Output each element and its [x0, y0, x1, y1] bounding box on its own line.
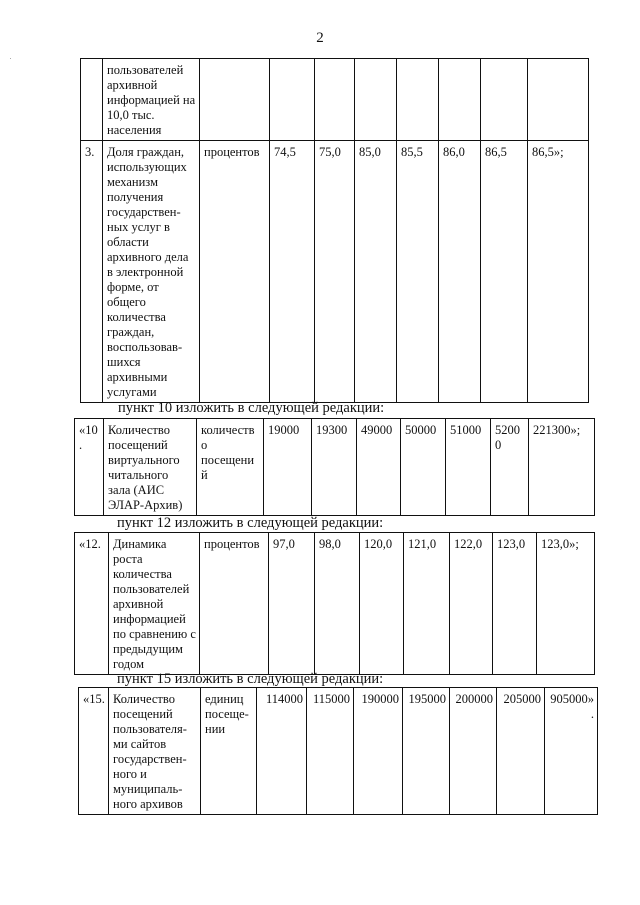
value-cell: 905000». [545, 688, 598, 815]
unit-cell [200, 59, 270, 141]
indicator-table-12 [74, 532, 595, 675]
value-cell: 51000 [446, 419, 491, 516]
indicators-table-continued [80, 58, 589, 403]
value-cell [528, 59, 589, 141]
indicator-table-10 [74, 418, 595, 516]
value-cell: 19300 [312, 419, 357, 516]
value-cell: 200000 [450, 688, 497, 815]
value-cell [397, 59, 439, 141]
indicator-name: Количество посещений виртуального читального зала (АИС ЭЛАР-Архив) [104, 419, 197, 516]
value-cell [315, 59, 355, 141]
value-cell: 86,5»; [528, 141, 589, 403]
indicator-name: пользователей архивной информацией на 10,0 тыс. населения [103, 59, 200, 141]
unit-cell: процентов [200, 141, 270, 403]
value-cell: 190000 [354, 688, 403, 815]
row-number: «12. [75, 533, 109, 675]
row-number: «15. [79, 688, 109, 815]
scan-margin-mark [10, 58, 11, 59]
value-cell [439, 59, 481, 141]
value-cell: 85,0 [355, 141, 397, 403]
value-cell: 49000 [357, 419, 401, 516]
amendment-instruction-12: пункт 12 изложить в следующей редакции: [117, 515, 384, 531]
value-cell [481, 59, 528, 141]
value-cell [270, 59, 315, 141]
table-row [81, 141, 589, 403]
value-cell: 205000 [497, 688, 545, 815]
value-cell: 19000 [264, 419, 312, 516]
value-cell: 195000 [403, 688, 450, 815]
amendment-instruction-10: пункт 10 изложить в следующей редакции: [118, 400, 385, 416]
value-cell: 86,0 [439, 141, 481, 403]
table-row [79, 688, 598, 815]
unit-cell: единиц посеще-нии [201, 688, 257, 815]
value-cell: 114000 [257, 688, 307, 815]
value-cell [355, 59, 397, 141]
value-cell: 121,0 [404, 533, 450, 675]
value-cell: 86,5 [481, 141, 528, 403]
unit-cell: процентов [200, 533, 269, 675]
indicator-name: Доля граждан, использующих механизм получения государствен-ных услуг в области архивного дела в электронной форме, от общего количества граждан, воспользовав-шихся архивными услугами [103, 141, 200, 403]
value-cell: 123,0»; [537, 533, 595, 675]
value-cell: 115000 [307, 688, 354, 815]
unit-cell: количество посещений [197, 419, 264, 516]
value-cell: 122,0 [450, 533, 493, 675]
row-number [81, 59, 103, 141]
row-number: 3. [81, 141, 103, 403]
value-cell: 74,5 [270, 141, 315, 403]
value-cell: 75,0 [315, 141, 355, 403]
value-cell: 52000 [491, 419, 529, 516]
value-cell: 50000 [401, 419, 446, 516]
indicator-name: Количество посещений пользователя-ми сайтов государствен-ного и муниципаль-ного архивов [109, 688, 201, 815]
table-row [81, 59, 589, 141]
indicator-name: Динамика роста количества пользователей архивной информацией по сравнению с предыдущим годом [109, 533, 200, 675]
value-cell: 221300»; [529, 419, 595, 516]
table-row [75, 419, 595, 516]
amendment-instruction-15: пункт 15 изложить в следующей редакции: [117, 671, 384, 687]
value-cell: 123,0 [493, 533, 537, 675]
value-cell: 85,5 [397, 141, 439, 403]
value-cell: 120,0 [360, 533, 404, 675]
row-number: «10. [75, 419, 104, 516]
indicator-table-15 [78, 687, 598, 815]
value-cell: 98,0 [315, 533, 360, 675]
page-number: 2 [316, 30, 324, 46]
value-cell: 97,0 [269, 533, 315, 675]
table-row [75, 533, 595, 675]
